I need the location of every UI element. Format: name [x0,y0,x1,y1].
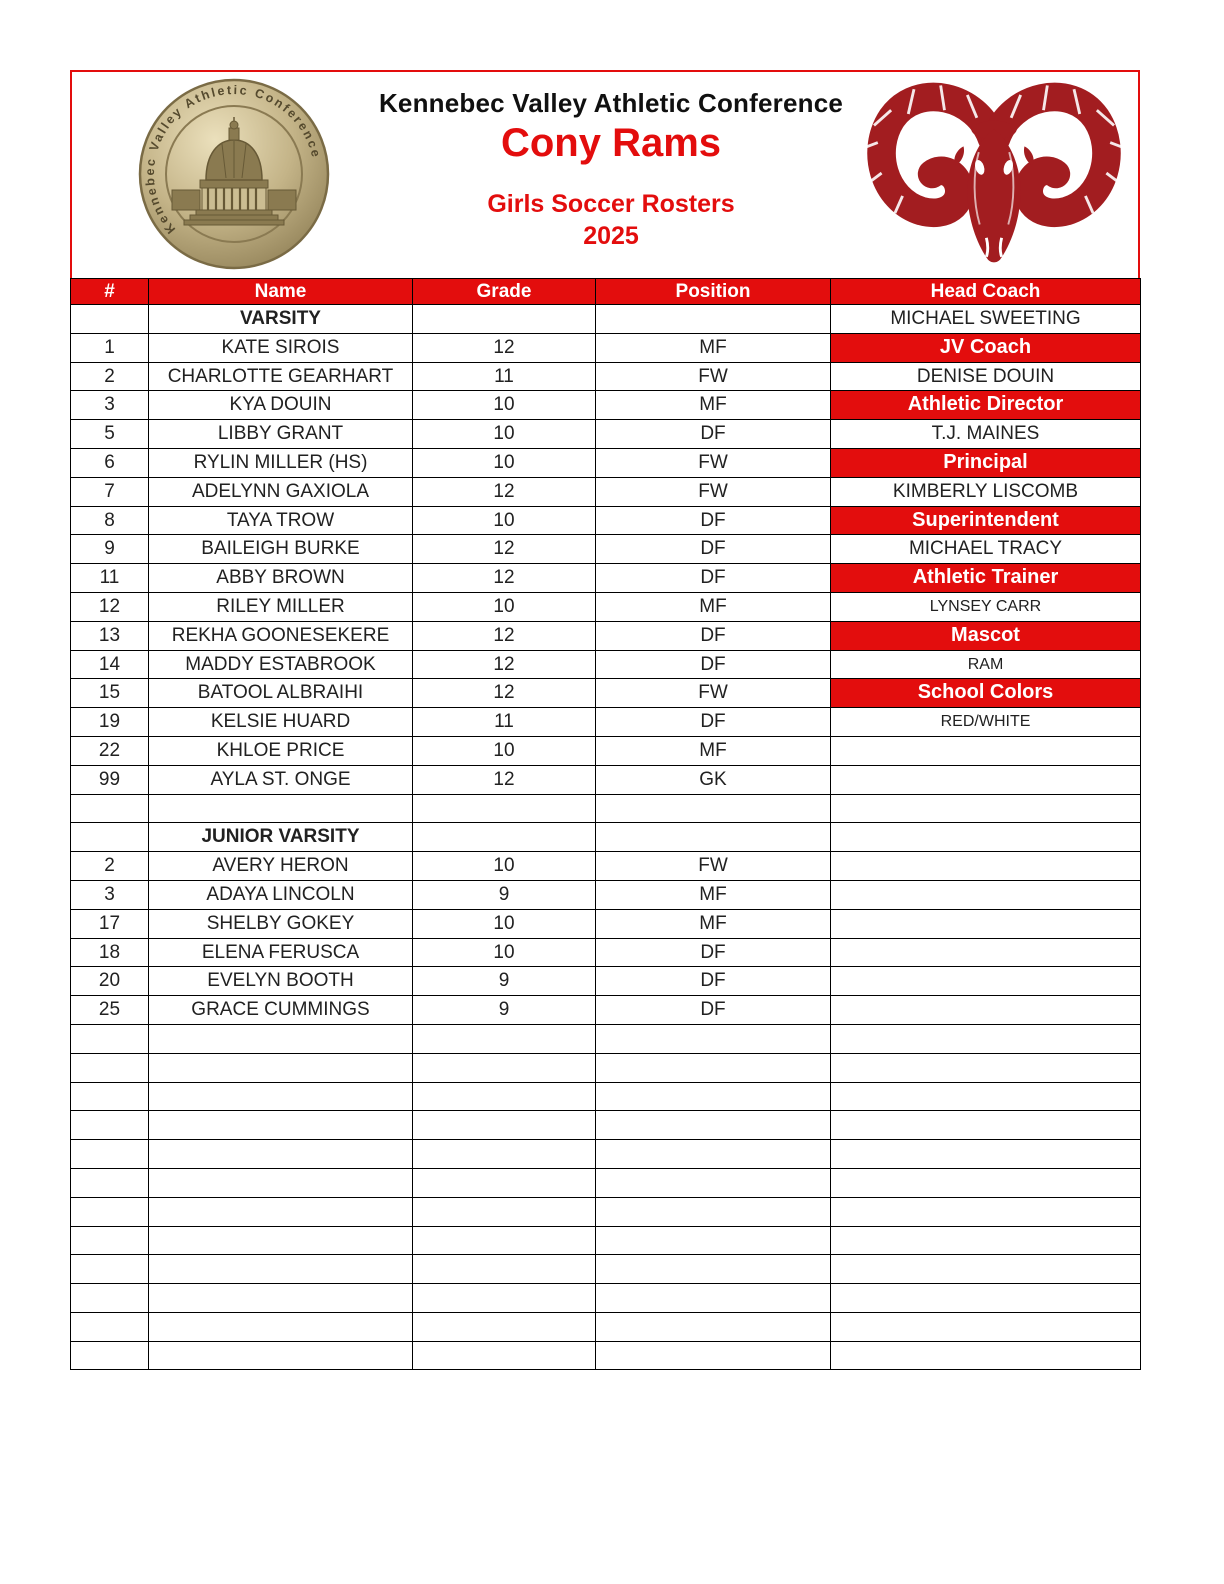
player-name [149,1024,413,1053]
player-position [596,1168,831,1197]
staff-value: KIMBERLY LISCOMB [831,477,1141,506]
table-row [71,1111,1141,1140]
player-name [149,1053,413,1082]
kvac-medallion-logo [138,78,330,270]
player-name: REKHA GOONESEKERE [149,621,413,650]
player-name [149,1197,413,1226]
player-name: LIBBY GRANT [149,420,413,449]
player-name: AVERY HERON [149,852,413,881]
player-position: MF [596,592,831,621]
table-header-row [71,279,1141,305]
staff-value: T.J. MAINES [831,420,1141,449]
player-position: DF [596,938,831,967]
table-row [71,535,1141,564]
player-grade [413,1111,596,1140]
player-grade [413,1140,596,1169]
player-position: DF [596,650,831,679]
player-grade [413,1082,596,1111]
player-grade: 12 [413,650,596,679]
player-position [596,305,831,334]
player-grade: 9 [413,967,596,996]
player-grade [413,1226,596,1255]
kvac-medallion-svg [138,78,330,270]
player-name [149,1341,413,1370]
player-grade: 9 [413,880,596,909]
player-position: MF [596,880,831,909]
player-grade: 10 [413,938,596,967]
player-position [596,1053,831,1082]
player-position: DF [596,967,831,996]
player-position: FW [596,362,831,391]
table-row [71,1140,1141,1169]
player-number: 18 [71,938,149,967]
conference-title: Kennebec Valley Athletic Conference [378,88,844,118]
section-label: JUNIOR VARSITY [149,823,413,852]
player-position [596,1024,831,1053]
player-position: DF [596,621,831,650]
player-position: FW [596,852,831,881]
player-name: KELSIE HUARD [149,708,413,737]
player-position: FW [596,477,831,506]
staff-role-band: Superintendent [831,506,1141,535]
player-position [596,1284,831,1313]
header-titles [368,72,854,251]
player-position: MF [596,909,831,938]
player-name: SHELBY GOKEY [149,909,413,938]
player-number: 1 [71,333,149,362]
player-grade [413,1341,596,1370]
player-name: KHLOE PRICE [149,736,413,765]
table-row [71,1341,1141,1370]
col-header-name: Name [149,279,413,305]
player-grade [413,1255,596,1284]
player-number [71,1111,149,1140]
player-grade [413,1197,596,1226]
player-position: DF [596,708,831,737]
player-position: FW [596,448,831,477]
player-number: 19 [71,708,149,737]
player-number: 99 [71,765,149,794]
player-name [149,1140,413,1169]
staff-role-band: Mascot [831,621,1141,650]
player-number [71,823,149,852]
player-position [596,1082,831,1111]
team-title: Cony Rams [500,121,722,165]
player-grade [413,823,596,852]
staff-role-band: JV Coach [831,333,1141,362]
player-name [149,1284,413,1313]
table-row [71,1053,1141,1082]
player-number [71,1053,149,1082]
player-number: 5 [71,420,149,449]
staff-value [831,765,1141,794]
player-name: TAYA TROW [149,506,413,535]
player-position: DF [596,996,831,1025]
player-number [71,1255,149,1284]
roster-sheet [70,70,1140,1370]
player-number [71,1168,149,1197]
player-grade: 10 [413,391,596,420]
player-number: 6 [71,448,149,477]
player-name: ADELYNN GAXIOLA [149,477,413,506]
roster-subtitle: Girls Soccer Rosters [487,190,735,218]
player-name [149,794,413,823]
table-row [71,477,1141,506]
player-name: CHARLOTTE GEARHART [149,362,413,391]
player-number: 3 [71,880,149,909]
player-number [71,1197,149,1226]
table-row [71,362,1141,391]
staff-value [831,1111,1141,1140]
player-position [596,1197,831,1226]
player-grade: 12 [413,333,596,362]
player-name: AYLA ST. ONGE [149,765,413,794]
staff-value [831,852,1141,881]
player-number: 7 [71,477,149,506]
player-grade: 12 [413,535,596,564]
staff-value [831,1168,1141,1197]
staff-value [831,1226,1141,1255]
table-row [71,708,1141,737]
player-number [71,1312,149,1341]
header [70,70,1140,278]
table-row [71,592,1141,621]
player-position: DF [596,420,831,449]
staff-value [831,1284,1141,1313]
player-number: 12 [71,592,149,621]
player-grade: 11 [413,362,596,391]
staff-value [831,1053,1141,1082]
table-row [71,1312,1141,1341]
player-grade: 12 [413,765,596,794]
table-row [71,823,1141,852]
player-name: GRACE CUMMINGS [149,996,413,1025]
player-position [596,1312,831,1341]
player-number [71,1024,149,1053]
table-row [71,506,1141,535]
player-position: MF [596,391,831,420]
player-position: GK [596,765,831,794]
player-number [71,1284,149,1313]
player-name: KATE SIROIS [149,333,413,362]
player-grade [413,1168,596,1197]
player-grade [413,1053,596,1082]
player-name: MADDY ESTABROOK [149,650,413,679]
table-row [71,420,1141,449]
player-name: EVELYN BOOTH [149,967,413,996]
player-number: 14 [71,650,149,679]
ram-logo-svg [860,74,1128,274]
player-position [596,1226,831,1255]
staff-role-band: Principal [831,448,1141,477]
table-row [71,852,1141,881]
player-number: 13 [71,621,149,650]
table-row [71,621,1141,650]
player-grade: 10 [413,909,596,938]
player-number: 8 [71,506,149,535]
player-position: DF [596,535,831,564]
player-grade: 12 [413,621,596,650]
player-grade: 10 [413,420,596,449]
staff-value [831,880,1141,909]
player-grade: 12 [413,477,596,506]
player-number: 2 [71,852,149,881]
player-grade [413,1312,596,1341]
table-row [71,1197,1141,1226]
table-row [71,564,1141,593]
player-name: RILEY MILLER [149,592,413,621]
player-grade: 10 [413,736,596,765]
player-number [71,1341,149,1370]
staff-value [831,1341,1141,1370]
table-row [71,967,1141,996]
table-row [71,996,1141,1025]
staff-value [831,794,1141,823]
player-position: MF [596,736,831,765]
table-row [71,880,1141,909]
player-number: 9 [71,535,149,564]
col-header-position: Position [596,279,831,305]
staff-value: RED/WHITE [831,708,1141,737]
player-name: BAILEIGH BURKE [149,535,413,564]
staff-value [831,736,1141,765]
table-row [71,448,1141,477]
player-name: ABBY BROWN [149,564,413,593]
table-row [71,391,1141,420]
player-grade: 12 [413,564,596,593]
table-row [71,679,1141,708]
table-row [71,765,1141,794]
col-header-grade: Grade [413,279,596,305]
player-name [149,1082,413,1111]
table-row [71,1082,1141,1111]
player-number [71,1082,149,1111]
col-header-head-coach: Head Coach [831,279,1141,305]
player-grade: 9 [413,996,596,1025]
player-grade: 10 [413,506,596,535]
table-row [71,1255,1141,1284]
player-position [596,1341,831,1370]
player-number [71,794,149,823]
player-grade [413,794,596,823]
player-name [149,1226,413,1255]
table-row [71,650,1141,679]
staff-value: DENISE DOUIN [831,362,1141,391]
table-row [71,794,1141,823]
player-name [149,1312,413,1341]
table-row [71,333,1141,362]
player-position [596,1140,831,1169]
player-name: BATOOL ALBRAIHI [149,679,413,708]
player-grade [413,305,596,334]
staff-value [831,1197,1141,1226]
col-header-number: # [71,279,149,305]
player-position [596,823,831,852]
player-name: KYA DOUIN [149,391,413,420]
player-number [71,305,149,334]
medallion-ring-text: Kennebec Valley Athletic Conference [142,83,324,237]
staff-value [831,996,1141,1025]
player-position: MF [596,333,831,362]
player-grade: 10 [413,592,596,621]
player-grade: 11 [413,708,596,737]
player-number: 15 [71,679,149,708]
staff-value: RAM [831,650,1141,679]
table-row [71,1024,1141,1053]
roster-year: 2025 [583,222,639,250]
table-row [71,736,1141,765]
player-number: 3 [71,391,149,420]
player-name [149,1255,413,1284]
staff-role-band: School Colors [831,679,1141,708]
player-grade [413,1024,596,1053]
table-row [71,1168,1141,1197]
player-name [149,1168,413,1197]
staff-role-band: Athletic Trainer [831,564,1141,593]
player-number: 11 [71,564,149,593]
table-row [71,1284,1141,1313]
player-number: 17 [71,909,149,938]
staff-value [831,1312,1141,1341]
staff-value [831,823,1141,852]
player-position: DF [596,564,831,593]
player-grade [413,1284,596,1313]
player-number [71,1140,149,1169]
table-row [71,938,1141,967]
player-name: ELENA FERUSCA [149,938,413,967]
player-grade: 10 [413,852,596,881]
player-position [596,794,831,823]
player-name: ADAYA LINCOLN [149,880,413,909]
player-number: 2 [71,362,149,391]
player-position [596,1255,831,1284]
staff-value [831,1140,1141,1169]
player-position: DF [596,506,831,535]
staff-value: LYNSEY CARR [831,592,1141,621]
player-number: 20 [71,967,149,996]
staff-value [831,1082,1141,1111]
staff-role-band: Athletic Director [831,391,1141,420]
staff-value [831,909,1141,938]
staff-value [831,938,1141,967]
table-row [71,305,1141,334]
table-row [71,909,1141,938]
staff-value [831,1255,1141,1284]
section-label: VARSITY [149,305,413,334]
roster-table-body [71,305,1141,1370]
ram-logo [860,74,1128,274]
player-number: 25 [71,996,149,1025]
player-position: FW [596,679,831,708]
table-row [71,1226,1141,1255]
player-number [71,1226,149,1255]
player-name: RYLIN MILLER (HS) [149,448,413,477]
staff-value [831,967,1141,996]
staff-value: MICHAEL SWEETING [831,305,1141,334]
player-position [596,1111,831,1140]
staff-value: MICHAEL TRACY [831,535,1141,564]
player-grade: 10 [413,448,596,477]
roster-table [70,278,1141,1370]
player-number: 22 [71,736,149,765]
staff-value [831,1024,1141,1053]
player-name [149,1111,413,1140]
player-grade: 12 [413,679,596,708]
